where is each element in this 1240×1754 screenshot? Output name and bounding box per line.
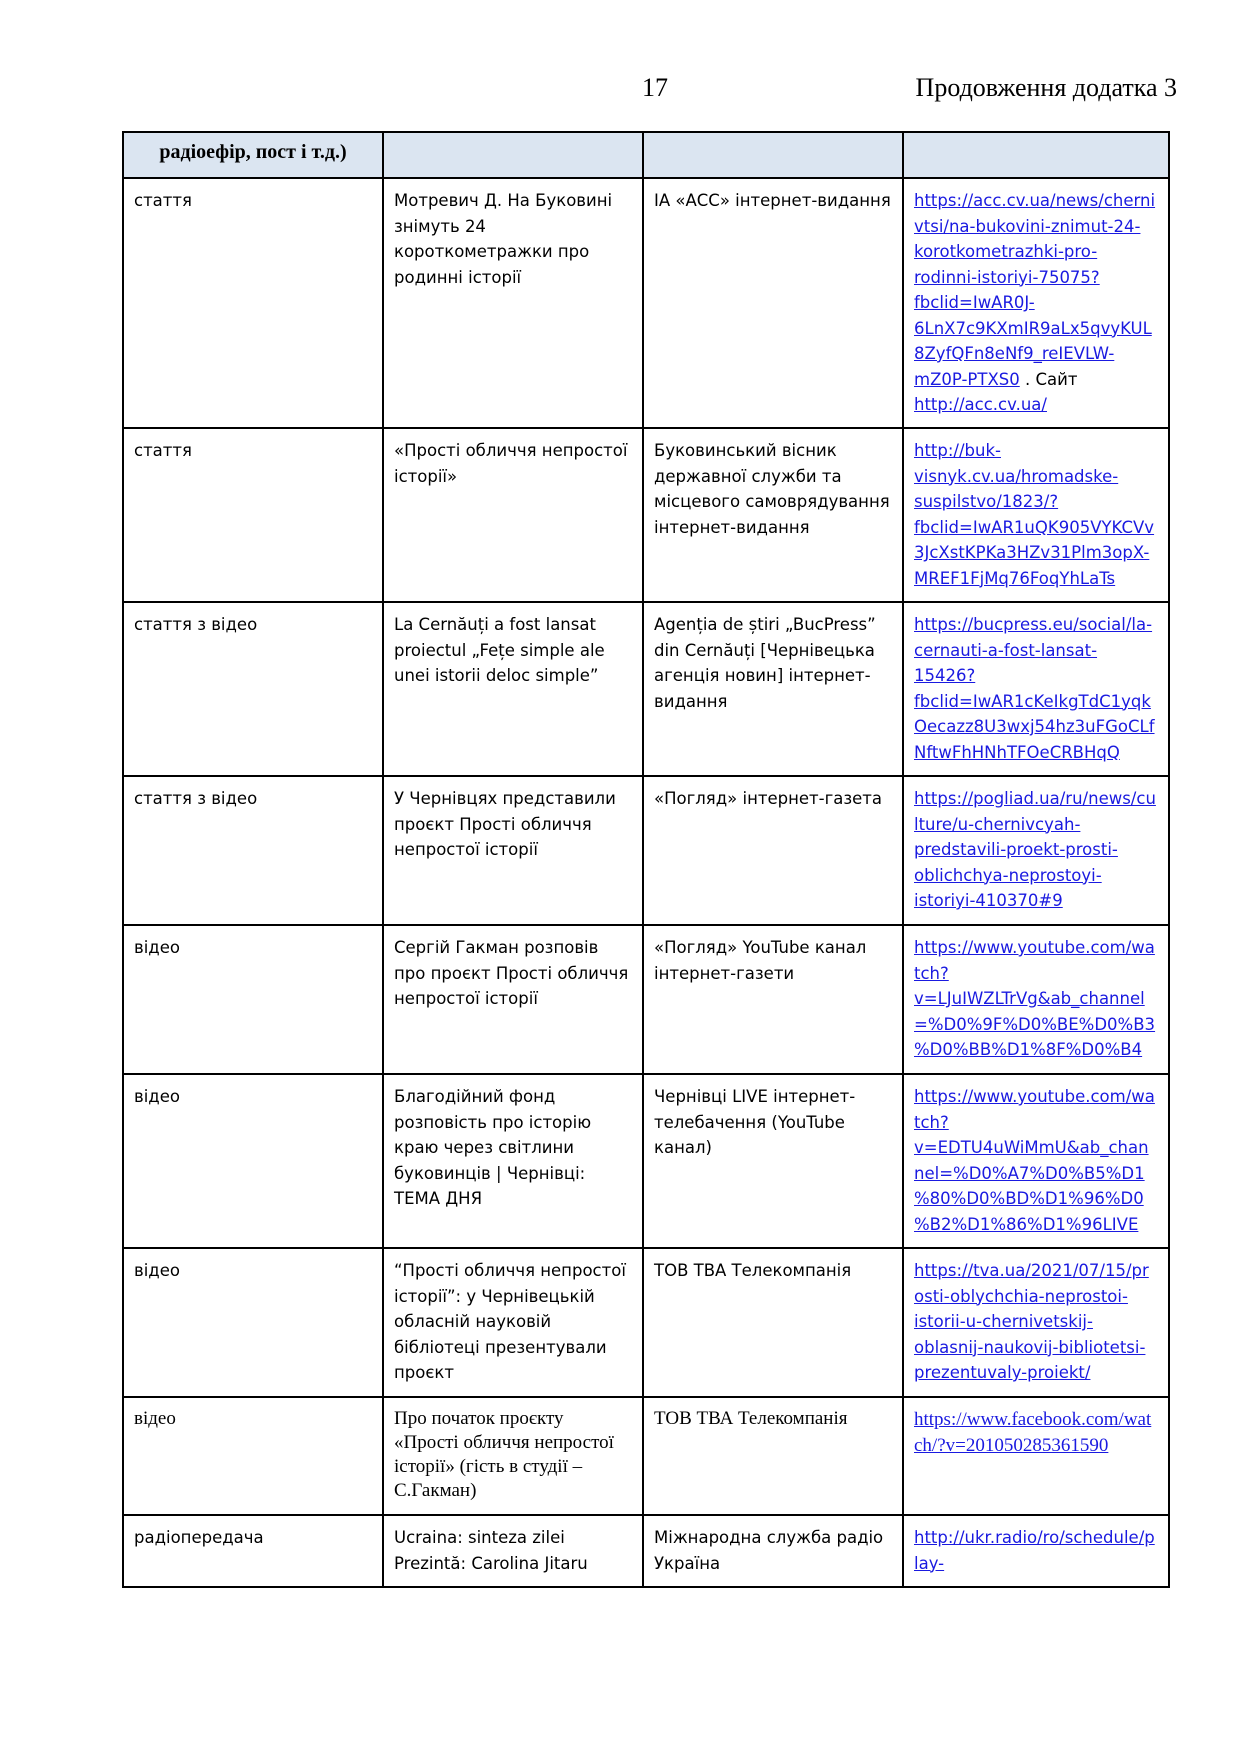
table-row bbox=[123, 1248, 1169, 1397]
table-row bbox=[123, 1515, 1169, 1587]
source-cell: Буковинський вісник державної служби та місцевого самоврядування інтернет-видання bbox=[643, 428, 903, 602]
link-suffix: . Сайт bbox=[1019, 369, 1078, 389]
header-cell bbox=[903, 132, 1169, 178]
source-cell: ІА «АСС» інтернет-видання bbox=[643, 178, 903, 428]
link-cell bbox=[903, 602, 1169, 776]
source-cell: Чернівці LIVE інтернет-телебачення (YouTube канал) bbox=[643, 1074, 903, 1248]
source-cell: ТОВ ТВА Телекомпанія bbox=[643, 1248, 903, 1397]
link-cell bbox=[903, 1515, 1169, 1587]
title-cell: “Прості обличчя непростої історії”: у Чернівецькій обласній науковій бібліотеці презентували проєкт bbox=[383, 1248, 643, 1397]
link-cell bbox=[903, 178, 1169, 428]
source-cell: «Погляд» інтернет-газета bbox=[643, 776, 903, 925]
table-row bbox=[123, 1397, 1169, 1515]
title-cell: У Чернівцях представили проєкт Прості обличчя непростої історії bbox=[383, 776, 643, 925]
article-link[interactable]: https://pogliad.ua/ru/news/culture/u-chernivcyah-predstavili-proekt-prosti-oblichchya-neprostoyi-istoriyi-410370#9 bbox=[914, 789, 1156, 910]
link-cell bbox=[903, 1397, 1169, 1515]
continuation-heading: Продовження додатка 3 bbox=[915, 73, 1177, 102]
type-cell: стаття bbox=[123, 428, 383, 602]
article-link[interactable]: http://buk-visnyk.cv.ua/hromadske-suspilstvo/1823/?fbclid=IwAR1uQK905VYKCVv3JcXstKPKa3HZv31Plm3opX-MREF1FjMq76FoqYhLaTs bbox=[914, 441, 1155, 588]
video-link[interactable]: https://www.facebook.com/watch/?v=201050285361590 bbox=[914, 1409, 1152, 1456]
link-cell bbox=[903, 776, 1169, 925]
media-table bbox=[122, 131, 1170, 1588]
type-cell: радіопередача bbox=[123, 1515, 383, 1587]
article-link[interactable]: https://acc.cv.ua/news/chernivtsi/na-bukovini-znimut-24-korotkometrazhki-pro-rodinni-istoriyi-75075?fbclid=IwAR0J-6LnX7c9KXmIR9aLx5qvyKUL8ZyfQFn8eNf9_reIEVLW-mZ0P-PTXS0 bbox=[914, 191, 1156, 389]
video-link[interactable]: https://www.youtube.com/watch?v=LJuIWZLTrVg&ab_channel=%D0%9F%D0%BE%D0%B3%D0%BB%D1%8F%D0%B4 bbox=[914, 938, 1156, 1059]
title-cell: Про початок проєкту «Прості обличчя непростої історії» (гість в студії – С.Гакман) bbox=[383, 1397, 643, 1515]
type-cell: відео bbox=[123, 925, 383, 1074]
source-cell: «Погляд» YouTube канал інтернет-газети bbox=[643, 925, 903, 1074]
title-cell: «Прості обличчя непростої історії» bbox=[383, 428, 643, 602]
link-cell bbox=[903, 925, 1169, 1074]
title-cell: Ucraina: sinteza zilei Prezintă: Carolina Jitaru bbox=[383, 1515, 643, 1587]
header-cell bbox=[383, 132, 643, 178]
title-cell: Благодійний фонд розповість про історію краю через світлини буковинців | Чернівці: ТЕМА ДНЯ bbox=[383, 1074, 643, 1248]
video-link[interactable]: https://www.youtube.com/watch?v=EDTU4uWiMmU&ab_channel=%D0%A7%D0%B5%D1%80%D0%BD%D1%96%D0%B2%D1%86%D1%96LIVE bbox=[914, 1087, 1155, 1234]
table-row bbox=[123, 428, 1169, 602]
title-cell: La Cernăuți a fost lansat proiectul „Fețe simple ale unei istorii deloc simple” bbox=[383, 602, 643, 776]
link-cell bbox=[903, 428, 1169, 602]
header-cell: радіоефір, пост і т.д.) bbox=[123, 132, 383, 178]
type-cell: стаття з відео bbox=[123, 602, 383, 776]
title-cell: Сергій Гакман розповів про проєкт Прості обличчя непростої історії bbox=[383, 925, 643, 1074]
table-row bbox=[123, 1074, 1169, 1248]
source-cell: ТОВ ТВА Телекомпанія bbox=[643, 1397, 903, 1515]
source-cell: Міжнародна служба радіо Україна bbox=[643, 1515, 903, 1587]
table-row bbox=[123, 776, 1169, 925]
source-cell: Agenția de știri „BucPress” din Cernăuți [Чернівецька агенція новин] інтернет-видання bbox=[643, 602, 903, 776]
type-cell: відео bbox=[123, 1248, 383, 1397]
type-cell: стаття bbox=[123, 178, 383, 428]
table-row bbox=[123, 602, 1169, 776]
table-row bbox=[123, 925, 1169, 1074]
table-row bbox=[123, 178, 1169, 428]
video-link[interactable]: https://tva.ua/2021/07/15/prosti-oblychchia-neprostoi-istorii-u-chernivetskij-oblasnij-naukovij-bibliotetsi-prezentuvaly-proiekt/ bbox=[914, 1261, 1149, 1382]
link-cell bbox=[903, 1248, 1169, 1397]
type-cell: відео bbox=[123, 1397, 383, 1515]
type-cell: стаття з відео bbox=[123, 776, 383, 925]
link-cell bbox=[903, 1074, 1169, 1248]
header-cell bbox=[643, 132, 903, 178]
article-link[interactable]: https://bucpress.eu/social/la-cernauti-a-fost-lansat-15426?fbclid=IwAR1cKeIkgTdC1yqkOecazz8U3wxj54hz3uFGoCLfNftwFhHNhTFOeCRBHqQ bbox=[914, 615, 1155, 762]
radio-link[interactable]: http://ukr.radio/ro/schedule/play- bbox=[914, 1528, 1155, 1573]
type-cell: відео bbox=[123, 1074, 383, 1248]
page-number: 17 bbox=[642, 73, 668, 102]
title-cell: Мотревич Д. На Буковині знімуть 24 короткометражки про родинні історії bbox=[383, 178, 643, 428]
site-link[interactable]: http://acc.cv.ua/ bbox=[914, 395, 1047, 414]
table-header-row bbox=[123, 132, 1169, 178]
